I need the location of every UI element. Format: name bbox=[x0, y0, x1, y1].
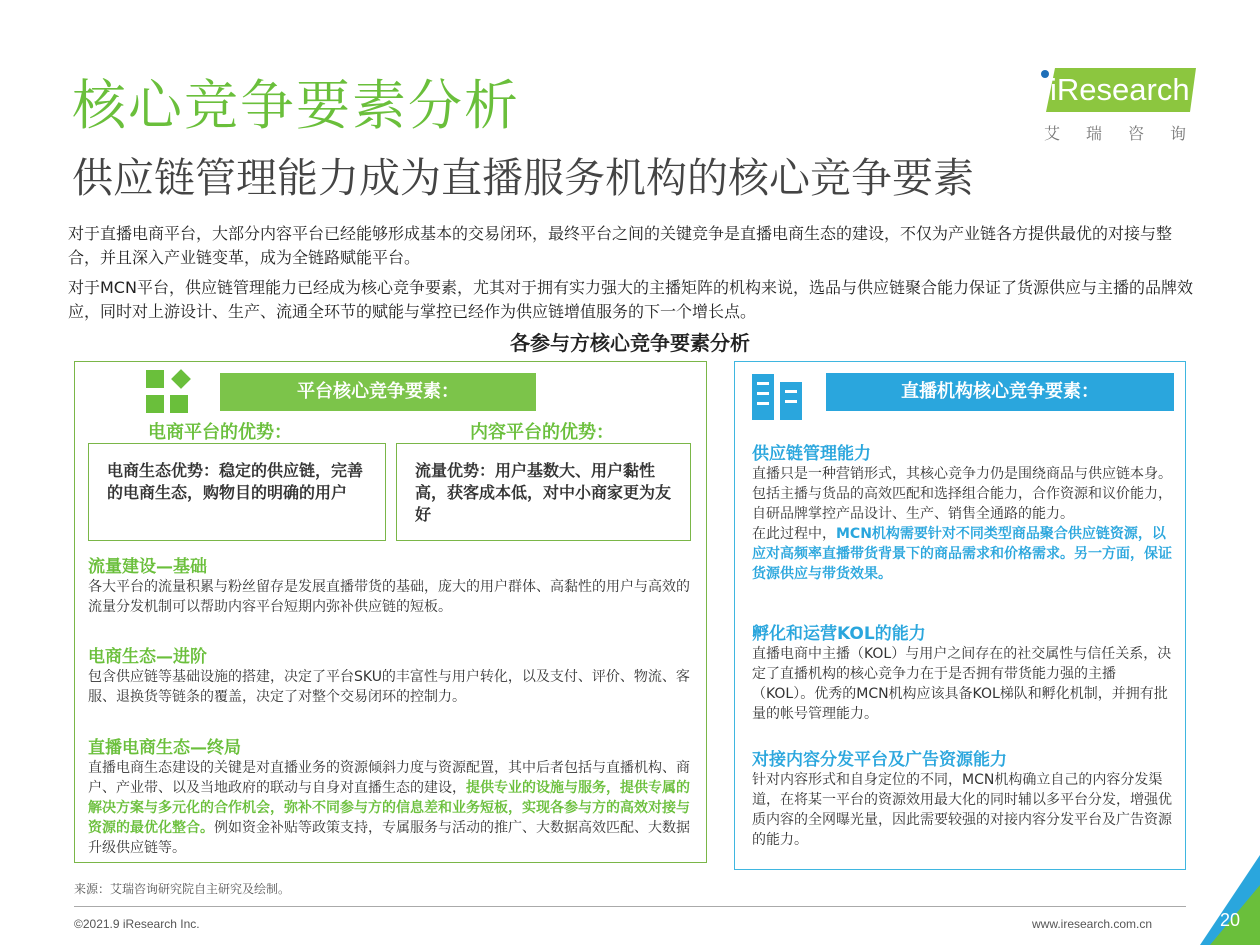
copyright: ©2021.9 iResearch Inc. bbox=[74, 917, 200, 931]
intro-paragraph-1: 对于直播电商平台，大部分内容平台已经能够形成基本的交易闭环，最终平台之间的关键竞争是直播电商生态的建设，不仅为产业链各方提供最优的对接与整合，并且深入产业链变革，成为全链路赋能平台。 bbox=[68, 224, 1173, 267]
content-advantage-title: 内容平台的优势： bbox=[470, 422, 614, 443]
kol-title: 孵化和运营KOL的能力 bbox=[752, 624, 926, 644]
kol-text: 直播电商中主播（KOL）与用户之间存在的社交属性与信任关系，决定了直播机构的核心竞争力在于是否拥有带货能力强的主播（KOL）。优秀的MCN机构应该具备KOL梯队和孵化机制，并拥有批量的帐号管理能力。 bbox=[752, 646, 1172, 722]
live-ecosystem-section-text bbox=[88, 758, 692, 858]
page-title: 核心竞争要素分析 bbox=[72, 74, 520, 137]
ecosystem-section-title: 电商生态—进阶 bbox=[88, 647, 207, 667]
supply-chain-text-b: 在此过程中， bbox=[752, 526, 836, 542]
website-link[interactable]: www.iresearch.com.cn bbox=[1032, 917, 1153, 931]
logo-dot bbox=[1041, 70, 1049, 78]
supply-chain-highlight: MCN机构需要针对不同类型商品聚合供应链资源，以应对高频率直播带货背景下的商品需求和价格需求。另一方面，保证货源供应与带货效果。 bbox=[752, 526, 1172, 582]
distribution-text: 针对内容形式和自身定位的不同，MCN机构确立自己的内容分发渠道，在将某一平台的资源效用最大化的同时辅以多平台分发，增强优质内容的全网曝光量，因此需要较强的对接内容分发平台及广告资源的能力。 bbox=[752, 772, 1172, 848]
page-number: 20 bbox=[1220, 910, 1241, 930]
platform-banner: 平台核心竞争要素： bbox=[220, 373, 536, 411]
traffic-section-text: 各大平台的流量积累与粉丝留存是发展直播带货的基础，庞大的用户群体、高黏性的用户与高效的流量分发机制可以帮助内容平台短期内弥补供应链的短板。 bbox=[88, 579, 690, 615]
section-heading: 各参与方核心竞争要素分析 bbox=[510, 331, 750, 355]
logo-word bbox=[1050, 68, 1190, 112]
footer-divider bbox=[74, 906, 1186, 907]
live-ecosystem-section-title: 直播电商生态—终局 bbox=[88, 738, 241, 758]
page-subtitle: 供应链管理能力成为直播服务机构的核心竞争要素 bbox=[72, 154, 974, 202]
logo-chinese: 艾瑞咨询 bbox=[1044, 124, 1213, 143]
ecommerce-advantage-box: 电商生态优势：稳定的供应链，完善的电商生态，购物目的明确的用户 bbox=[88, 443, 386, 541]
content-advantage-box: 流量优势：用户基数大、用户黏性高，获客成本低，对中小商家更为友好 bbox=[396, 443, 691, 541]
logo-i: i bbox=[1050, 72, 1057, 107]
ecommerce-advantage-title: 电商平台的优势： bbox=[148, 422, 292, 443]
source-note: 来源：艾瑞咨询研究院自主研究及绘制。 bbox=[74, 882, 291, 896]
ecosystem-section-text: 包含供应链等基础设施的搭建，决定了平台SKU的丰富性与用户转化，以及支付、评价、物流、客服、退换货等链条的覆盖，决定了对整个交易闭环的控制力。 bbox=[88, 669, 690, 705]
iresearch-logo bbox=[1036, 64, 1213, 144]
traffic-section-title: 流量建设—基础 bbox=[88, 557, 207, 577]
live-ecosystem-text-a: 直播电商生态建设的关键是对直播业务的资源倾斜力度与资源配置，其中后者包括与直播机构、商户、产业带、以及当地政府的联动与自身对直播生态的建设， bbox=[88, 760, 690, 796]
live-ecosystem-highlight: 提供专业的设施与服务，提供专属的解决方案与多元化的合作机会，弥补不同参与方的信息差和业务短板，实现各参与方的高效对接与资源的最优化整合。 bbox=[88, 780, 690, 836]
supply-chain-text bbox=[752, 464, 1176, 584]
intro-paragraph-2: 对于MCN平台，供应链管理能力已经成为核心竞争要素，尤其对于拥有实力强大的主播矩阵的机构来说，选品与供应链聚合能力保证了货源供应与主播的品牌效应，同时对上游设计、生产、流通全环节的赋能与掌控已经作为供应链增值服务的下一个增长点。 bbox=[68, 278, 1193, 321]
logo-research: Research bbox=[1056, 72, 1190, 107]
live-ecosystem-text-c: 例如资金补贴等政策支持，专属服务与活动的推广、大数据高效匹配、大数据升级供应链等。 bbox=[88, 820, 690, 856]
supply-chain-text-a: 直播只是一种营销形式，其核心竞争力仍是围绕商品与供应链本身。包括主播与货品的高效匹配和选择组合能力，合作资源和议价能力，自研品牌掌控产品设计、生产、销售全通路的能力。 bbox=[752, 466, 1172, 522]
supply-chain-title: 供应链管理能力 bbox=[752, 444, 871, 464]
distribution-title: 对接内容分发平台及广告资源能力 bbox=[752, 750, 1007, 770]
corner-decoration bbox=[1200, 855, 1260, 945]
agency-banner: 直播机构核心竞争要素： bbox=[826, 373, 1174, 411]
